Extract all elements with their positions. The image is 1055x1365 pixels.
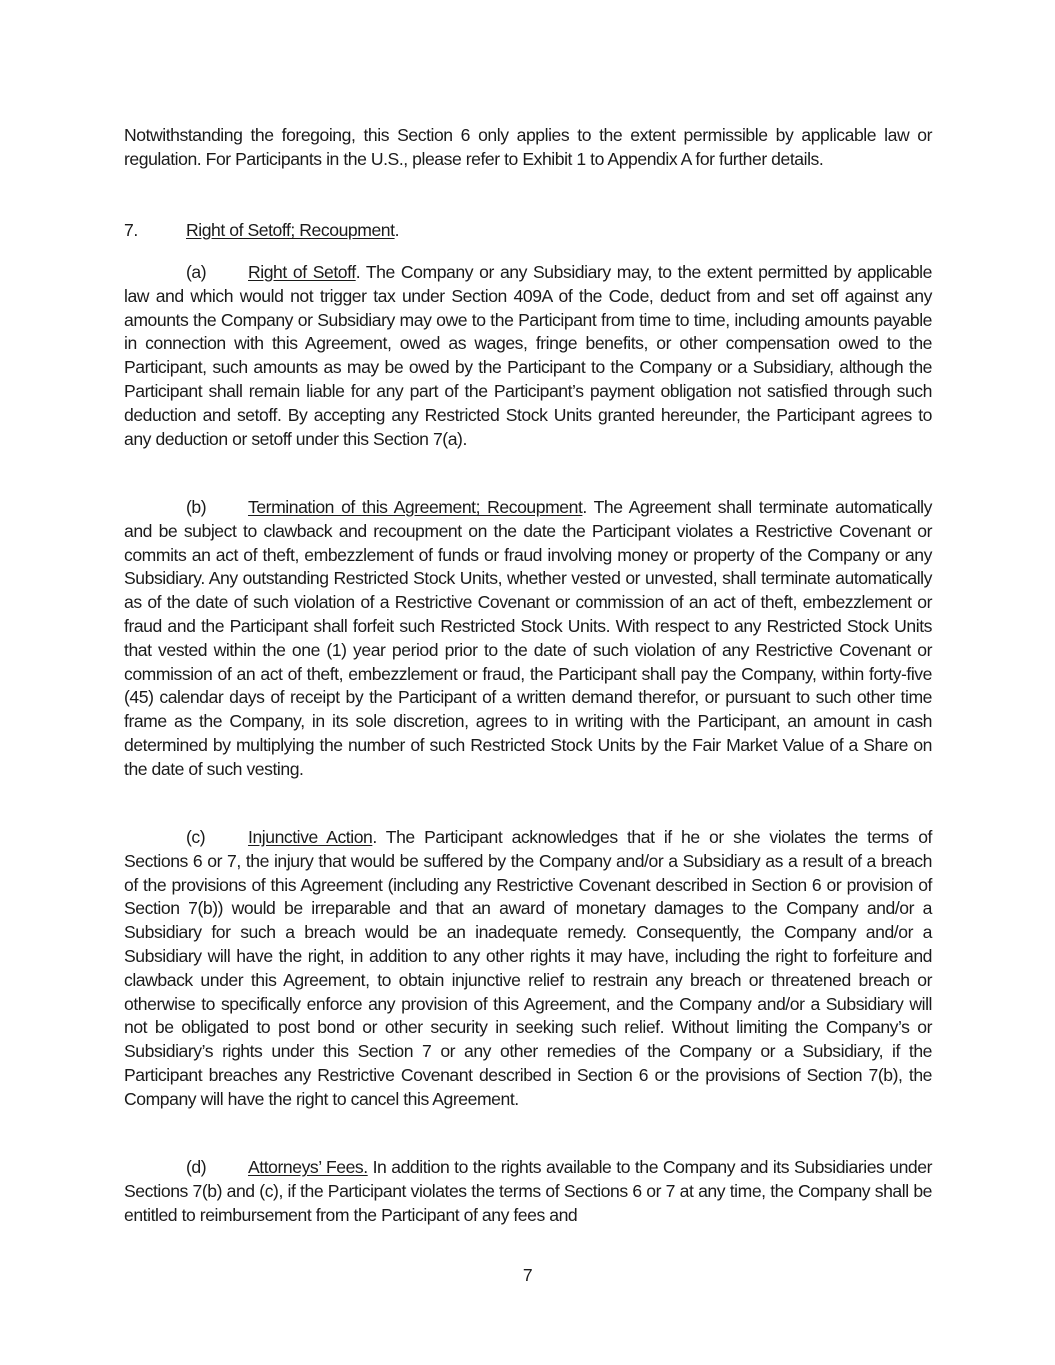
page-number: 7 bbox=[522, 1265, 533, 1285]
paragraph-b-body: . The Agreement shall terminate automatically and be subject to clawback and recoupment on the date the Participant violates a Restrictive Covenant or commits an act of theft, embezzlement of funds or fraud involving money or property of the Company or any Subsidiary. Any outstanding Restricted Stock Units, whether vested or unvested, shall terminate automatically as of the date of such violation of a Restrictive Covenant or commission of an act of theft, embezzlement or fraud and the Participant shall forfeit such Restricted Stock Units. With respect to any Restricted Stock Units that vested within the one (1) year period prior to the date of such violation of any Restrictive Covenant or commission of an act of theft, embezzlement or fraud, the Participant shall pay the Company, within forty-five (45) calendar days of receipt by the Participant of a written demand therefor, or pursuant to such other time frame as the Company, in its sole discretion, agrees to in writing with the Participant, an amount in cash determined by multiplying the number of such Restricted Stock Units by the Fair Market Value of a Share on the date of such vesting. bbox=[124, 497, 932, 779]
paragraph-a-body: . The Company or any Subsidiary may, to the extent permitted by applicable law and which would not trigger tax under Section 409A of the Code, deduct from and set off against any amounts the Company or Subsidiary may owe to the Participant from time to time, including amounts payable in connection with this Agreement, owed as wages, fringe benefits, or other compensation owed to the Participant, such amounts as may be owed by the Participant to the Company or a Subsidiary, although the Participant shall remain liable for any part of the Participant’s payment obligation not satisfied through such deduction and setoff. By accepting any Restricted Stock Units granted hereunder, the Participant agrees to any deduction or setoff under this Section 7(a). bbox=[124, 262, 932, 449]
section-7-heading bbox=[124, 219, 932, 243]
paragraph-a-heading: Right of Setoff bbox=[248, 262, 356, 282]
paragraph-c-label: (c) bbox=[186, 827, 206, 847]
section-7-title: Right of Setoff; Recoupment bbox=[186, 220, 395, 240]
paragraph-a bbox=[124, 261, 932, 451]
paragraph-d-body: In addition to the rights available to the Company and its Subsidiaries under Sections 7(b) and (c), if the Participant violates the terms of Sections 6 or 7 at any time, the Company shall be entitled to reimbursement from the Participant of any fees and bbox=[124, 1157, 933, 1225]
paragraph-b-label: (b) bbox=[186, 497, 207, 517]
paragraph-b bbox=[124, 496, 932, 782]
intro-paragraph bbox=[124, 124, 932, 172]
paragraph-d-heading: Attorneys’ Fees. bbox=[248, 1157, 368, 1177]
intro-text: Notwithstanding the foregoing, this Section 6 only applies to the extent permissible by applicable law or regulation. For Participants in the U.S., please refer to Exhibit 1 to Appendix A for further details. bbox=[124, 125, 932, 169]
paragraph-c-heading: Injunctive Action bbox=[248, 827, 373, 847]
paragraph-a-label: (a) bbox=[186, 262, 207, 282]
paragraph-b-heading: Termination of this Agreement; Recoupment bbox=[248, 497, 583, 517]
paragraph-d bbox=[124, 1156, 932, 1227]
section-7-number: 7. bbox=[124, 220, 138, 240]
paragraph-d-label: (d) bbox=[186, 1157, 207, 1177]
paragraph-c bbox=[124, 826, 932, 1112]
paragraph-c-body: . The Participant acknowledges that if he or she violates the terms of Sections 6 or 7, the injury that would be suffered by the Company and/or a Subsidiary as a result of a breach of the provisions of this Agreement (including any Restrictive Covenant described in Section 6 or provision of Section 7(b)) would be irreparable and that an award of monetary damages to the Company and/or a Subsidiary for such a breach would be an inadequate remedy. Consequently, the Company and/or a Subsidiary will have the right, in addition to any other rights it may have, including the right to forfeiture and clawback under this Agreement, to obtain injunctive relief to restrain any breach or threatened breach or otherwise to specifically enforce any provision of this Agreement, and the Company and/or a Subsidiary will not be obligated to post bond or other security in seeking such relief. Without limiting the Company’s or Subsidiary’s rights under this Section 7 or any other remedies of the Company or a Subsidiary, if the Participant breaches any Restrictive Covenant described in Section 6 or the provisions of Section 7(b), the Company will have the right to cancel this Agreement. bbox=[124, 827, 932, 1109]
section-7-title-end: . bbox=[394, 220, 400, 240]
